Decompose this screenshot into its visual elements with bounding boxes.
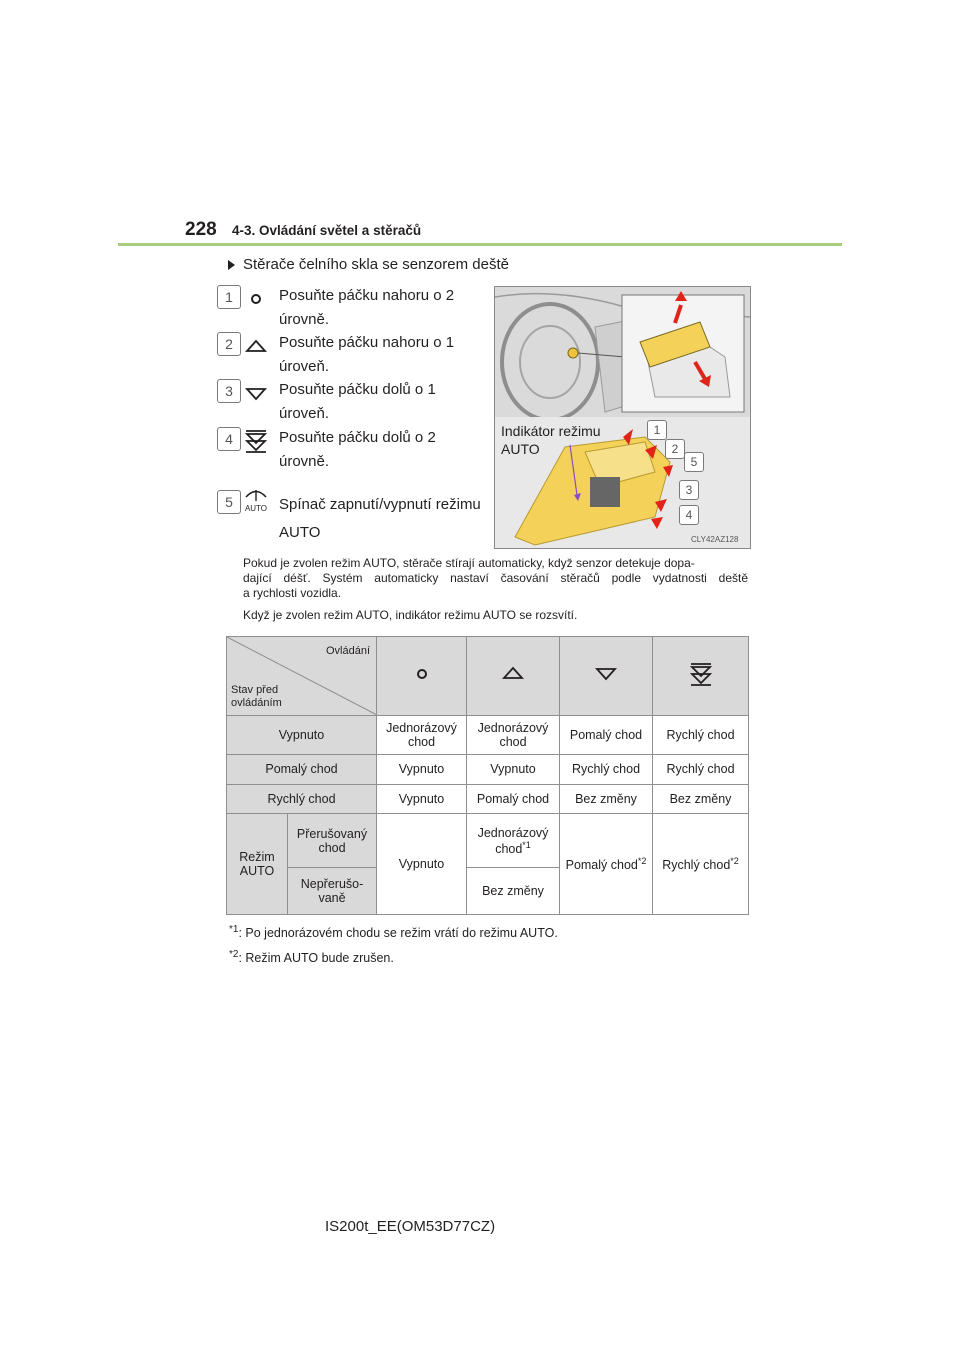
state-slow: Pomalý chod (227, 755, 377, 784)
item-1-line2: úrovně. (279, 311, 330, 328)
state-auto-continuous: Nepřerušo- vaně (288, 868, 377, 915)
corner-operation-label: Ovládání (325, 645, 370, 657)
chapter-title: 4-3. Ovládání světel a stěračů (232, 223, 422, 238)
state-auto: Režim AUTO (227, 813, 288, 914)
cell-auto-2-text: Jednorázový chod (477, 825, 549, 856)
cell-fast-1: Vypnuto (377, 784, 467, 813)
cell-slow-4: Rychlý chod (653, 755, 749, 784)
cell-auto-2-continuous: Bez změny (467, 868, 560, 915)
corner-state-line2: ovládáním (231, 697, 282, 709)
header-triangle-up-cell (467, 637, 560, 716)
item-2-line1: Posuňte páčku nahoru o 1 (279, 334, 455, 351)
item-2-line2: úroveň. (279, 358, 330, 375)
callout-1: 1 (647, 420, 667, 440)
cell-fast-2: Pomalý chod (467, 784, 560, 813)
table-corner-cell (227, 637, 377, 716)
cell-auto-4 (653, 813, 749, 914)
state-auto-intermittent: Přerušovaný chod (288, 813, 377, 868)
item-number-4: 4 (217, 427, 241, 451)
double-triangle-down-icon (689, 661, 713, 687)
table-row (227, 715, 749, 754)
cell-slow-3: Rychlý chod (560, 755, 653, 784)
circle-icon (244, 290, 268, 310)
item-number-1: 1 (217, 285, 241, 309)
table-row (227, 755, 749, 784)
item-3-text (279, 378, 436, 426)
footnote-2-text: : Režim AUTO bude zrušen. (238, 951, 394, 966)
header-double-triangle-cell (653, 637, 749, 716)
callout-5: 5 (684, 452, 704, 472)
auto-icon-text: AUTO (244, 504, 268, 513)
item-number-3: 3 (217, 379, 241, 403)
cell-slow-2: Vypnuto (467, 755, 560, 784)
item-number-2: 2 (217, 332, 241, 356)
paragraph-line-1: Pokud je zvolen režim AUTO, stěrače stírají automaticky, když senzor detekuje dopa- (243, 556, 695, 570)
footnote-2 (229, 949, 394, 965)
corner-state-label (231, 684, 282, 710)
item-3-line2: úroveň. (279, 405, 330, 422)
header-triangle-down-cell (560, 637, 653, 716)
auto-indicator-label-line2: AUTO (501, 441, 540, 457)
item-5-line2: AUTO (279, 524, 321, 541)
triangle-down-icon (244, 384, 268, 404)
cell-fast-4: Bez změny (653, 784, 749, 813)
cell-auto-3-text: Pomalý chod (565, 858, 638, 873)
table-row (227, 813, 749, 868)
callout-2: 2 (665, 439, 685, 459)
triangle-up-icon (501, 664, 525, 684)
paragraph-line-2: dající déšť. Systém automaticky nastaví časování stěračů podle vydatnosti deště (243, 571, 748, 585)
state-fast: Rychlý chod (227, 784, 377, 813)
item-3-line1: Posuňte páčku dolů o 1 (279, 381, 436, 398)
footnote-mark-2: *2 (637, 855, 647, 866)
cell-auto-4-text: Rychlý chod (662, 858, 731, 873)
auto-indicator-label (501, 422, 601, 458)
circle-icon (410, 664, 434, 684)
item-2-text (279, 331, 454, 379)
footnote-2-mark: *2 (229, 949, 239, 960)
item-number-5: 5 (217, 490, 241, 514)
triangle-down-icon (594, 664, 618, 684)
item-4-text (279, 426, 436, 474)
cell-auto-3 (560, 813, 653, 914)
section-title (228, 256, 509, 273)
header-circle-cell (377, 637, 467, 716)
footnote-1 (229, 924, 558, 940)
item-1-text (279, 284, 454, 332)
footnote-1-text: : Po jednorázovém chodu se režim vrátí do režimu AUTO. (238, 926, 558, 941)
auto-indicator-paragraph: Když je zvolen režim AUTO, indikátor režimu AUTO se rozsvítí. (243, 608, 578, 622)
cell-off-3: Pomalý chod (560, 715, 653, 754)
page-footer: IS200t_EE(OM53D77CZ) (325, 1218, 496, 1235)
cell-slow-1: Vypnuto (377, 755, 467, 784)
illustration-drawing (495, 287, 750, 548)
cell-fast-3: Bez změny (560, 784, 653, 813)
wiper-lever-illustration (494, 286, 751, 549)
table-header-row (227, 637, 749, 716)
table-row (227, 784, 749, 813)
wiper-operation-table (226, 636, 749, 915)
cell-auto-1: Vypnuto (377, 813, 467, 914)
auto-wiper-icon (241, 483, 271, 513)
triangle-up-icon (244, 337, 268, 357)
corner-state-line1: Stav před (231, 684, 279, 696)
page-number: 228 (185, 219, 217, 240)
item-1-line1: Posuňte páčku nahoru o 2 (279, 287, 455, 304)
bullet-triangle-icon (228, 260, 235, 270)
section-title-text: Stěrače čelního skla se senzorem deště (243, 256, 509, 273)
description-paragraph (243, 556, 748, 601)
callout-3: 3 (679, 480, 699, 500)
cell-off-2: Jednorázový chod (467, 715, 560, 754)
double-triangle-down-icon (244, 428, 268, 454)
auto-indicator-label-line1: Indikátor režimu (501, 423, 601, 439)
callout-4: 4 (679, 505, 699, 525)
paragraph-line-3: a rychlosti vozidla. (243, 586, 342, 600)
item-5-text (279, 491, 481, 547)
state-off: Vypnuto (227, 715, 377, 754)
illustration-code: CLY42AZ128 (691, 535, 739, 544)
footnote-1-mark: *1 (229, 924, 239, 935)
header-rule (118, 243, 842, 246)
footnote-mark-2: *2 (730, 855, 739, 866)
item-4-line1: Posuňte páčku dolů o 2 (279, 429, 436, 446)
item-5-line1: Spínač zapnutí/vypnutí režimu (279, 496, 481, 513)
cell-auto-2-intermittent (467, 813, 560, 868)
cell-off-4: Rychlý chod (653, 715, 749, 754)
cell-off-1: Jednorázový chod (377, 715, 467, 754)
footnote-mark-1: *1 (522, 839, 531, 850)
item-4-line2: úrovně. (279, 453, 330, 470)
